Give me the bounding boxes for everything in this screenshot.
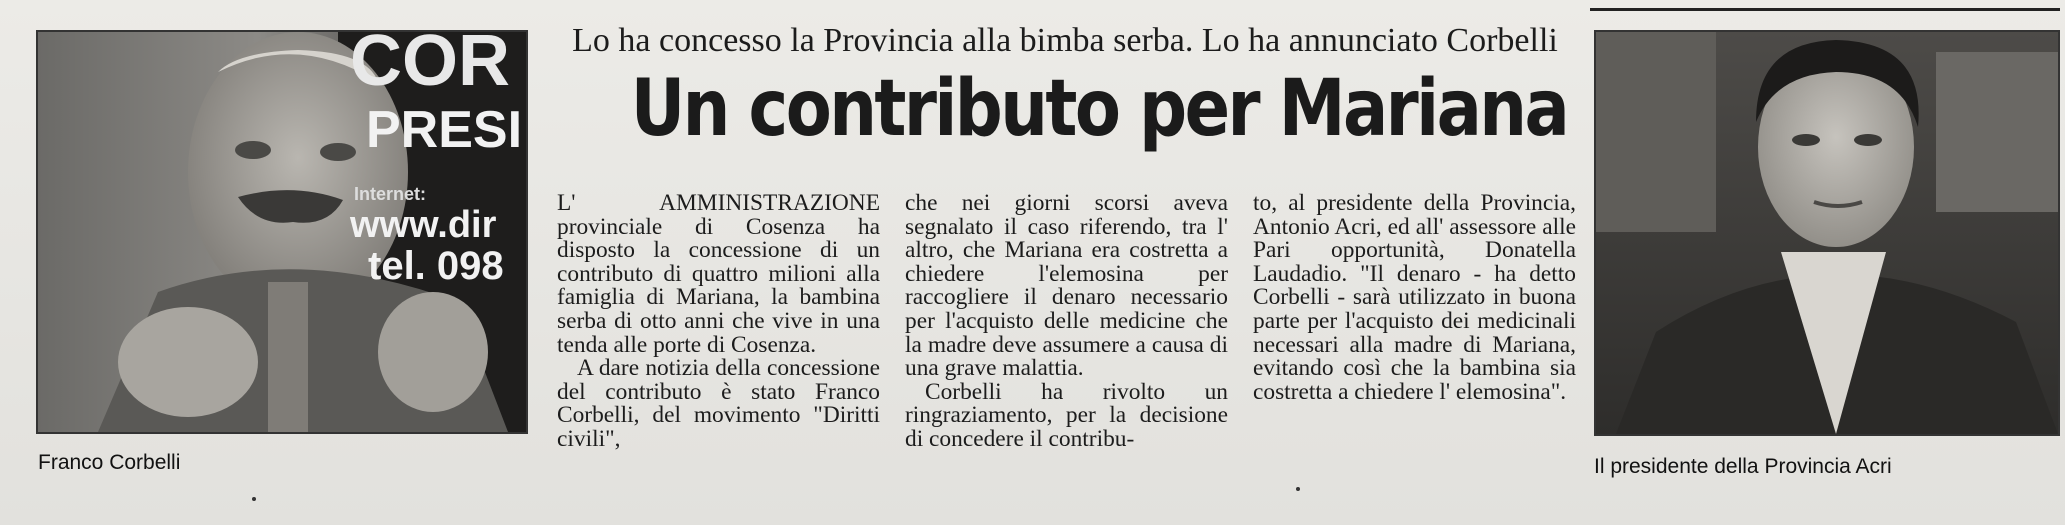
sign-text-4: www.dir xyxy=(350,204,497,246)
column-1 xyxy=(557,192,880,452)
column-2 xyxy=(905,192,1228,452)
photo-antonio-acri xyxy=(1594,30,2060,436)
paragraph: L' AMMINISTRAZIONE provinciale di Cosenza ha disposto la concessione di un contributo di quattro milioni alla famiglia di Mariana, la bambina serba di otto anni che vive in una tenda alle porte di Cosenza. xyxy=(557,190,880,358)
print-speck xyxy=(252,497,256,501)
paragraph: che nei giorni scorsi aveva segnalato il caso riferendo, tra l' altro, che Mariana era costretta a chiedere l'elemosina per raccogliere il denaro necessario per l'acquisto delle medicine che la madre deve assumere a causa di una grave malattia. xyxy=(905,190,1228,382)
sign-text-5: tel. 098 xyxy=(368,244,504,288)
photo-right-image xyxy=(1596,32,2058,434)
top-rule xyxy=(1590,0,2060,11)
paragraph: A dare notizia della concessione del contributo è stato Franco Corbelli, del movimento "Diritti civili", xyxy=(557,355,880,452)
sign-text-2: PRESI xyxy=(366,101,523,159)
article-body xyxy=(557,192,1576,452)
headline: Un contributo per Mariana xyxy=(630,64,1568,154)
sign-text-1: COR xyxy=(350,30,510,101)
caption-left: Franco Corbelli xyxy=(38,451,181,474)
kicker: Lo ha concesso la Provincia alla bimba serba. Lo ha annunciato Corbelli xyxy=(572,22,1558,59)
paragraph: Corbelli ha rivolto un ringraziamento, per la decisione di concedere il contribu- xyxy=(905,378,1228,452)
photo-franco-corbelli xyxy=(36,30,528,434)
paragraph: to, al presidente della Provincia, Antonio Acri, ed all' assessore alle Pari opportunità, Donatella Laudadio. "Il denaro - ha detto Corbelli - sarà utilizzato in buona parte per l'acquisto dei medicinali necessari alla madre di Mariana, evitando così che la bambina sia costretta a chiedere l' elemosina". xyxy=(1253,190,1576,405)
column-3 xyxy=(1253,192,1576,452)
caption-right: Il presidente della Provincia Acri xyxy=(1594,455,1892,478)
print-speck xyxy=(1296,487,1300,491)
sign-text-3: Internet: xyxy=(354,184,426,204)
